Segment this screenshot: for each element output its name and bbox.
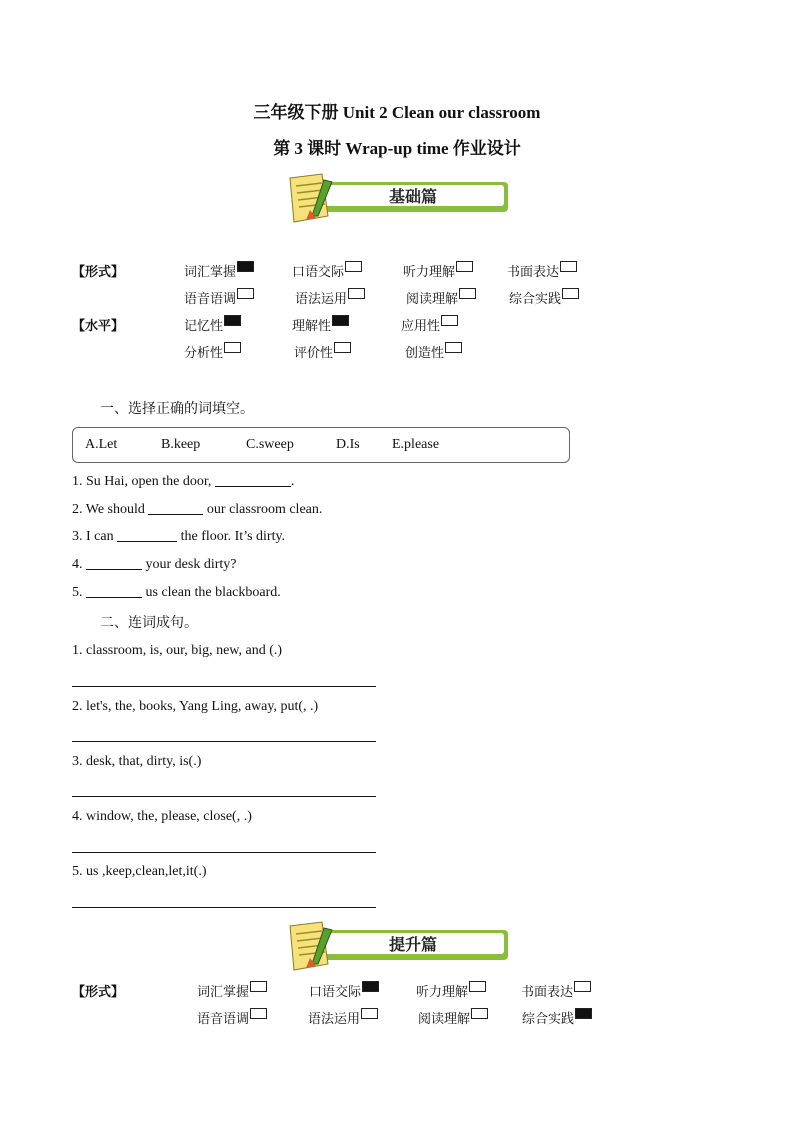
notepad-pencil-icon bbox=[284, 172, 344, 228]
choice-e: E.please bbox=[392, 437, 440, 452]
checkbox[interactable] bbox=[250, 1008, 267, 1019]
adv-option-speaking[interactable]: 口语交际 bbox=[309, 981, 379, 1000]
checkbox[interactable] bbox=[348, 288, 365, 299]
notepad-pencil-icon bbox=[284, 920, 344, 976]
advanced-form-label: 【形式】 bbox=[72, 985, 125, 1000]
banner-basic bbox=[284, 172, 516, 232]
option-practice[interactable]: 综合实践 bbox=[509, 288, 579, 307]
banner-basic-label: 基础篇 bbox=[322, 185, 504, 206]
choice-b: B.keep bbox=[161, 437, 201, 452]
choice-c: C.sweep bbox=[246, 437, 294, 452]
option-vocab[interactable]: 词汇掌握 bbox=[184, 261, 254, 280]
checkbox-checked[interactable] bbox=[575, 1008, 592, 1019]
answer-blank[interactable] bbox=[148, 502, 203, 515]
option-writing[interactable]: 书面表达 bbox=[507, 261, 577, 280]
banner-advanced-label: 提升篇 bbox=[322, 933, 504, 954]
choice-a: A.Let bbox=[85, 437, 118, 452]
question-4: 4. your desk dirty? bbox=[72, 557, 237, 572]
option-application[interactable]: 应用性 bbox=[401, 315, 458, 334]
answer-line[interactable] bbox=[72, 907, 376, 908]
section1-heading: 一、选择正确的词填空。 bbox=[100, 401, 254, 417]
option-evaluation[interactable]: 评价性 bbox=[294, 342, 351, 361]
adv-option-pronunciation[interactable]: 语音语调 bbox=[197, 1008, 267, 1027]
option-listening[interactable]: 听力理解 bbox=[403, 261, 473, 280]
adv-option-vocab[interactable]: 词汇掌握 bbox=[197, 981, 267, 1000]
option-creation[interactable]: 创造性 bbox=[405, 342, 462, 361]
checkbox[interactable] bbox=[345, 261, 362, 272]
word-bank bbox=[72, 427, 570, 463]
answer-blank[interactable] bbox=[117, 529, 177, 542]
reorder-question-3: 3. desk, that, dirty, is(.) bbox=[72, 754, 202, 769]
reorder-question-1: 1. classroom, is, our, big, new, and (.) bbox=[72, 643, 283, 658]
option-grammar[interactable]: 语法运用 bbox=[295, 288, 365, 307]
question-2: 2. We should our classroom clean. bbox=[72, 502, 323, 517]
answer-line[interactable] bbox=[72, 741, 376, 742]
answer-line[interactable] bbox=[72, 796, 376, 797]
choice-d: D.Is bbox=[336, 437, 360, 452]
checkbox[interactable] bbox=[250, 981, 267, 992]
option-speaking[interactable]: 口语交际 bbox=[292, 261, 362, 280]
question-3: 3. I can the floor. It’s dirty. bbox=[72, 529, 286, 544]
checkbox[interactable] bbox=[560, 261, 577, 272]
checkbox-checked[interactable] bbox=[237, 261, 254, 272]
checkbox[interactable] bbox=[456, 261, 473, 272]
checkbox-checked[interactable] bbox=[362, 981, 379, 992]
checkbox[interactable] bbox=[471, 1008, 488, 1019]
adv-option-practice[interactable]: 综合实践 bbox=[522, 1008, 592, 1027]
page-title: 三年级下册 Unit 2 Clean our classroom bbox=[253, 103, 541, 122]
adv-option-grammar[interactable]: 语法运用 bbox=[308, 1008, 378, 1027]
reorder-question-2: 2. let's, the, books, Yang Ling, away, put(, .) bbox=[72, 699, 319, 714]
checkbox[interactable] bbox=[562, 288, 579, 299]
adv-option-listening[interactable]: 听力理解 bbox=[416, 981, 486, 1000]
reorder-question-5: 5. us ,keep,clean,let,it(.) bbox=[72, 864, 207, 879]
checkbox-checked[interactable] bbox=[332, 315, 349, 326]
adv-option-reading[interactable]: 阅读理解 bbox=[418, 1008, 488, 1027]
option-reading[interactable]: 阅读理解 bbox=[406, 288, 476, 307]
option-pronunciation[interactable]: 语音语调 bbox=[184, 288, 254, 307]
checkbox-checked[interactable] bbox=[224, 315, 241, 326]
adv-option-writing[interactable]: 书面表达 bbox=[521, 981, 591, 1000]
checkbox[interactable] bbox=[469, 981, 486, 992]
section2-heading: 二、连词成句。 bbox=[100, 615, 198, 631]
checkbox[interactable] bbox=[237, 288, 254, 299]
question-1: 1. Su Hai, open the door, . bbox=[72, 474, 295, 489]
banner-advanced bbox=[284, 920, 516, 980]
answer-blank[interactable] bbox=[86, 585, 142, 598]
answer-line[interactable] bbox=[72, 686, 376, 687]
question-5: 5. us clean the blackboard. bbox=[72, 585, 281, 600]
option-understanding[interactable]: 理解性 bbox=[292, 315, 349, 334]
answer-blank[interactable] bbox=[215, 474, 291, 487]
checkbox[interactable] bbox=[445, 342, 462, 353]
reorder-question-4: 4. window, the, please, close(, .) bbox=[72, 809, 252, 824]
level-label: 【水平】 bbox=[72, 319, 125, 334]
checkbox[interactable] bbox=[224, 342, 241, 353]
option-memory[interactable]: 记忆性 bbox=[184, 315, 241, 334]
checkbox[interactable] bbox=[361, 1008, 378, 1019]
page-subtitle: 第 3 课时 Wrap-up time 作业设计 bbox=[273, 139, 521, 158]
checkbox[interactable] bbox=[441, 315, 458, 326]
option-analysis[interactable]: 分析性 bbox=[184, 342, 241, 361]
answer-line[interactable] bbox=[72, 852, 376, 853]
answer-blank[interactable] bbox=[86, 557, 142, 570]
form-label: 【形式】 bbox=[72, 265, 125, 280]
checkbox[interactable] bbox=[459, 288, 476, 299]
checkbox[interactable] bbox=[334, 342, 351, 353]
checkbox[interactable] bbox=[574, 981, 591, 992]
